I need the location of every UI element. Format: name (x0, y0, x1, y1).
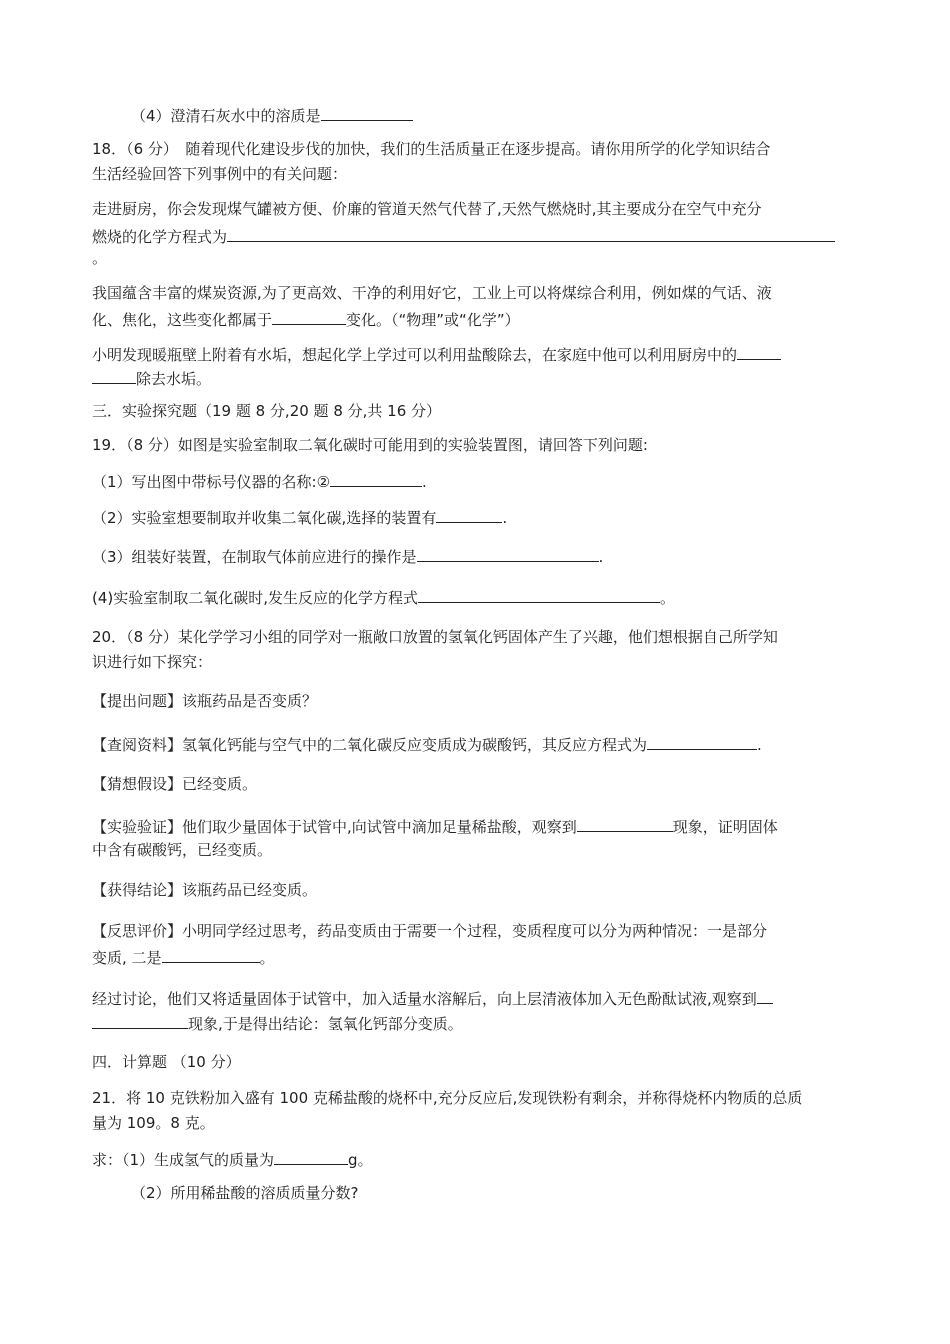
q20-conclusion: 【获得结论】该瓶药品已经变质。 (92, 881, 318, 899)
q20-discussion-text: 经过讨论，他们又将适量固体于试管中，加入适量水溶解后，向上层清液体加入无色酚酞试液,观察到 (92, 990, 757, 1008)
answer-blank[interactable] (227, 225, 835, 242)
q19-part3 (92, 545, 603, 567)
q20-reference-text: 【查阅资料】氢氧化钙能与空气中的二氧化碳反应变质成为碳酸钙，其反应方程式为 (92, 736, 648, 754)
q20-review-line2 (92, 946, 275, 968)
q19-part2-text: （2）实验室想要制取并收集二氧化碳,选择的装置有 (92, 509, 437, 527)
q18-scale-line1 (92, 343, 781, 365)
answer-blank[interactable] (321, 104, 413, 121)
q20-review-post: 。 (259, 949, 275, 967)
q18-heading-line2: 生活经验回答下列事例中的有关问题： (92, 165, 348, 183)
q19-part2-post: . (502, 509, 508, 527)
q19-part3-post: . (598, 548, 604, 566)
q19-heading: 19．（8 分）如图是实验室制取二氧化碳时可能用到的实验装置图，请回答下列问题: (92, 436, 648, 454)
q19-part1-text: （1）写出图中带标号仪器的名称:② (92, 473, 331, 491)
q20-experiment-text: 【实验验证】他们取少量固体于试管中,向试管中滴加足量稀盐酸，观察到 (92, 818, 577, 836)
q17-part4 (131, 104, 413, 126)
q18-scale-text: 小明发现暖瓶壁上附着有水垢，想起化学上学过可以利用盐酸除去，在家庭中他可以利用厨房中的 (92, 346, 738, 364)
q20-reference (92, 733, 762, 755)
answer-blank[interactable] (418, 586, 660, 603)
q18-kitchen-text: 燃烧的化学方程式为 (92, 228, 228, 246)
q19-part3-text: （3）组装好装置，在制取气体前应进行的操作是 (92, 548, 417, 566)
answer-blank[interactable] (274, 1148, 348, 1165)
q21-line2: 量为 109。8 克。 (92, 1114, 215, 1132)
q18-scale-line2 (92, 367, 211, 389)
q20-experiment-post: 现象，证明固体 (672, 818, 778, 836)
answer-blank[interactable] (162, 946, 260, 963)
q19-part4 (92, 586, 675, 608)
q21-part2: （2）所用稀盐酸的溶质质量分数? (131, 1184, 359, 1202)
q20-heading-line1: 20．（8 分）某化学学习小组的同学对一瓶敞口放置的氢氧化钙固体产生了兴趣，他们想根据自己所学知 (92, 628, 778, 646)
answer-blank[interactable] (757, 987, 773, 1004)
q20-hypothesis: 【猜想假设】已经变质。 (92, 775, 258, 793)
q20-discussion-line2 (92, 1012, 463, 1034)
q20-experiment-line1 (92, 815, 778, 837)
q19-part1-post: . (422, 473, 427, 491)
q21-line1: 21．将 10 克铁粉加入盛有 100 克稀盐酸的烧杯中,充分反应后,发现铁粉有剩余，并称得烧杯内物质的总质 (92, 1089, 803, 1107)
answer-blank[interactable] (417, 545, 599, 562)
q20-review-line1: 【反思评价】小明同学经过思考，药品变质由于需要一个过程，变质程度可以分为两种情况：一是部分 (92, 922, 768, 940)
q18-coal-text-post: 变化。（“物理”或“化学”） (346, 311, 520, 329)
q20-discussion-post: 现象,于是得出结论：氢氧化钙部分变质。 (188, 1015, 463, 1033)
q19-part1 (92, 470, 427, 492)
q18-coal-line2 (92, 308, 520, 330)
section-3-heading: 三．实验探究题（19 题 8 分,20 题 8 分,共 16 分） (92, 402, 442, 420)
q19-part4-post: 。 (660, 589, 676, 607)
q20-discussion-line1 (92, 987, 773, 1009)
section-4-heading: 四．计算题 （10 分） (92, 1053, 241, 1071)
answer-blank[interactable] (92, 367, 136, 384)
q18-kitchen-line2 (92, 225, 835, 247)
q21-part1-text: 求：（1）生成氢气的质量为 (92, 1151, 275, 1169)
answer-blank[interactable] (330, 470, 422, 487)
q17-part4-text: （4）澄清石灰水中的溶质是 (131, 107, 321, 125)
q20-reference-post: . (757, 736, 762, 754)
answer-blank[interactable] (737, 343, 781, 360)
q20-question: 【提出问题】该瓶药品是否变质？ (92, 692, 318, 710)
q20-experiment-line2: 中含有碳酸钙，已经变质。 (92, 841, 273, 859)
answer-blank[interactable] (436, 506, 502, 523)
q21-part1 (92, 1148, 373, 1170)
q20-heading-line2: 识进行如下探究： (92, 653, 213, 671)
q18-kitchen-line1: 走进厨房，你会发现煤气罐被方便、价廉的管道天然气代替了,天然气燃烧时,其主要成分在空气中充分 (92, 200, 762, 218)
q18-heading-line1: 18．（6 分） 随着现代化建设步伐的加快，我们的生活质量正在逐步提高。请你用所学的化学知识结合 (92, 140, 771, 158)
answer-blank[interactable] (92, 1012, 188, 1029)
q18-scale-text-post: 除去水垢。 (136, 370, 212, 388)
q19-part2 (92, 506, 507, 528)
q21-part1-post: g。 (348, 1151, 373, 1169)
q18-coal-line1: 我国蕴含丰富的煤炭资源,为了更高效、干净的利用好它，工业上可以将煤综合利用，例如煤的气话、液 (92, 284, 772, 302)
answer-blank[interactable] (647, 733, 757, 750)
q18-coal-text-pre: 化、焦化，这些变化都属于 (92, 311, 273, 329)
q19-part4-text: (4)实验室制取二氧化碳时,发生反应的化学方程式 (92, 589, 419, 607)
answer-blank[interactable] (577, 815, 673, 832)
q18-kitchen-line3: 。 (92, 249, 108, 267)
q20-review-text: 变质, 二是 (92, 949, 162, 967)
answer-blank[interactable] (272, 308, 346, 325)
